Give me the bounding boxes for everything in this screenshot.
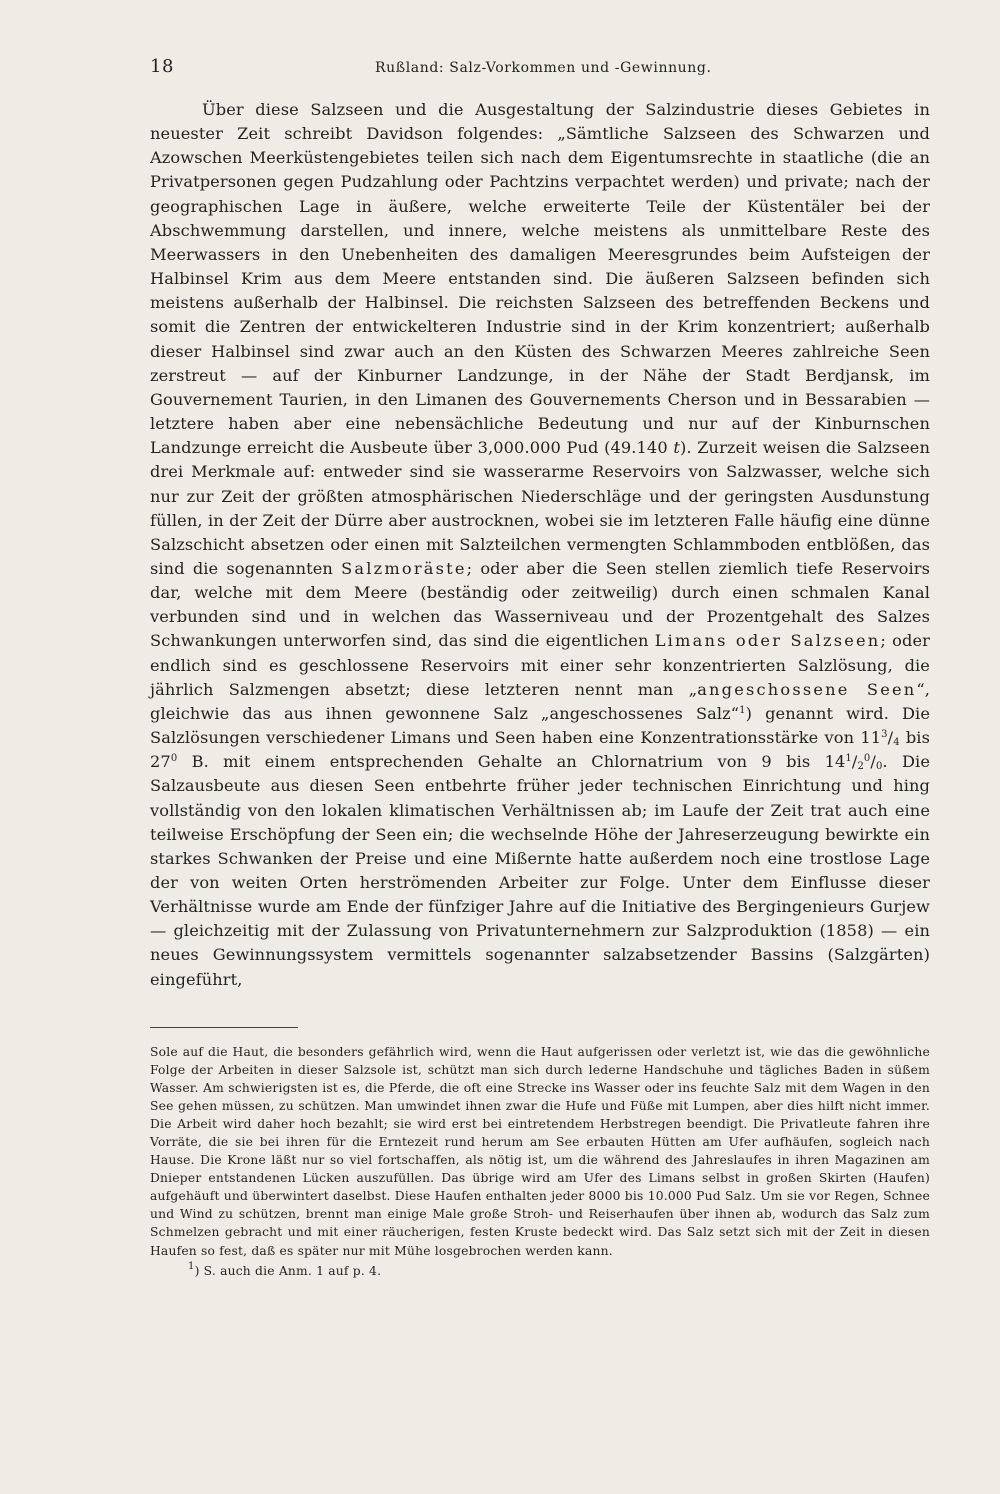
- page-header: [150, 56, 930, 86]
- text-run: “, gleichwie das aus ihnen gewonnene Salz „angeschossenes Salz“: [150, 679, 930, 723]
- fraction-numerator: 3: [881, 729, 888, 741]
- fraction-denominator: 4: [893, 737, 900, 749]
- percent-bottom: 0: [875, 761, 883, 773]
- fraction-denominator: 2: [857, 761, 864, 773]
- paragraph: Über diese Salzseen und die Ausgestaltung der Salzindustrie dieses Gebietes in neuester Zeit schreibt Davidson folgendes: „Sämtliche Salzseen des Schwarzen und Azowschen Meerküstengebietes teilen sich nach dem Eigentumsrechte in staatliche (die an Privatpersonen gegen Pudzahlung oder Pachtzins verpachtet werden) und private; nach der geographischen Lage in äußere, welche erweiterte Teile der Küstentäler bei der Abschwemmung darstellen, und innere, welche meistens als unmittelbare Reste des Meerwassers in den Unebenheiten des damaligen Meeresgrundes beim Aufsteigen der Halbinsel Krim aus dem Meere entstanden sind. Die äußeren Salzseen befinden sich meistens außerhalb der Halbinsel. Die reichsten Salzseen des betreffenden Beckens und somit die Zentren der entwickelteren Industrie sind in der Krim konzentriert; außerhalb dieser Halbinsel sind zwar auch an den Küsten des Schwarzen Meeres zahlreiche Seen zerstreut — auf der Kinburner Landzunge, in der Nähe der Stadt Berdjansk, im Gouvernement Taurien, in den Limanen des Gouvernements Cherson und in Bessarabien — letztere haben aber eine nebensächliche Bedeutung und nur auf der Kinburnschen Landzunge erreicht die Ausbeute über 3,000.000 Pud (49.140 t). Zurzeit weisen die Salzseen drei Merkmale auf: entweder sind sie wasserarme Reservoirs von Salzwasser, welche sich nur zur Zeit der größten atmosphärischen Niederschläge und der geringsten Ausdunstung füllen, in der Zeit der Dürre aber austrocknen, wobei sie im letzteren Falle häufig eine dünne Salzschicht absetzen oder einen mit Salzteilchen vermengten Schlammboden entblößen, das sind die sogenannten Salzmoräste; oder aber die Seen stellen ziemlich tiefe Reservoirs dar, welche mit dem Meere (beständig oder zeitweilig) durch einen schmalen Kanal verbunden sind und in welchen das Wasserniveau und der Prozentgehalt des Salzes Schwankungen unterworfen sind, das sind die eigentlichen Limans oder Salzseen; oder endlich sind es geschlossene Reservoirs mit einer sehr konzentrierten Salzlösung, die jährlich Salzmengen absetzt; diese letzteren nennt man „angeschossene Seen“, gleichwie das aus ihnen gewonnene Salz „angeschossenes Salz“$^1$) genannt wird. Die Salzlösungen verschiedener Limans und Seen haben eine Konzentrationsstärke von $11^3/_4$ bis $27^0$ B. mit einem entsprechenden Gehalte an Chlornatrium von 9 bis $14^1/_2^0/_0$. Die Salzausbeute aus diesen Seen entbehrte früher jeder technischen Einrichtung und hing vollständig von den lokalen klimatischen Verhältnissen ab; im Laufe der Zeit trat auch eine teilweise Erschöpfung der Seen ein; die wechselnde Höhe der Jahreserzeugung bewirkte ein starkes Schwanken der Preise und eine Mißernte hatte außerdem noch eine trostlose Lage der von weiten Orten herströmenden Arbeiter zur Folge. Unter dem Einflusse dieser Verhältnisse wurde am Ende der fünfziger Jahre auf die Initiative des Bergingenieurs Gurjew — gleichzeitig mit der Zulassung von Privatunternehmern zur Salzproduktion (1858) — ein neues Gewinnungssystem vermittels sogenannter salzabsetzender Bassins (Salzgärten) eingeführt,: [150, 100, 931, 989]
- footnote-rule: [150, 1027, 298, 1028]
- text-run: ) genannt wird. Die Salzlösungen verschiedener Limans und Seen haben eine Konzentrationsstärke von 11: [150, 703, 930, 748]
- page-number: 18: [150, 56, 174, 77]
- text-run: Über diese Salzseen und die Ausgestaltung der Salzindustrie dieses Gebietes in neuester Zeit schreibt Davidson folgendes: „Sämtliche Salzseen des Schwarzen und Azowschen Meerküstengebietes teilen sich nach dem Eigentumsrechte in staatliche (die an Privatpersonen gegen Pudzahlung oder Pachtzins verpachtet werden) und private; nach der geographischen Lage in äußere, welche erweiterte Teile der Küstentäler bei der Abschwemmung darstellen, und innere, welche meistens als unmittelbare Reste des Meerwassers in den Unebenheiten des damaligen Meeresgrundes beim Aufsteigen der Halbinsel Krim aus dem Meere entstanden sind. Die äußeren Salzseen befinden sich meistens außerhalb der Halbinsel. Die reichsten Salzseen des betreffenden Beckens und somit die Zentren der entwickelteren Industrie sind in der Krim konzentriert; außerhalb dieser Halbinsel sind zwar auch an den Küsten des Schwarzen Meeres zahlreiche Seen zerstreut — auf der Kinburner Landzunge, in der Nähe der Stadt Berdjansk, im Gouvernement Taurien, in den Limanen des Gouvernements Cherson und in Bessarabien — letztere haben aber eine nebensächliche Bedeutung und nur auf der Kinburnschen Landzunge erreicht die Ausbeute über 3,000.000 Pud (49.140: [150, 100, 930, 458]
- footnote-text: ) S. auch die Anm. 1 auf p. 4.: [194, 1263, 382, 1278]
- footnotes: [150, 1043, 930, 1280]
- spaced-term-angeschossene-seen: angeschossene Seen: [697, 679, 917, 699]
- footnote-marker: 1: [188, 1260, 195, 1272]
- footnote-1: [150, 1262, 930, 1280]
- footnote-continued: Sole auf die Haut, die besonders gefährlich wird, wenn die Haut aufgerissen oder verletzt ist, wie das die gewöhnliche Folge der Arbeiten in dieser Salzsole ist, schützt man sich durch lederne Handschuhe und tägliches Baden in süßem Wasser. Am schwierigsten ist es, die Pferde, die oft eine Strecke ins Wasser oder ins feuchte Salz mit dem Wagen in den See gehen müssen, zu schützen. Man umwindet ihnen zwar die Hufe und Füße mit Lumpen, aber dies hilft nicht immer. Die Arbeit wird daher hoch bezahlt; sie wird erst bei eintretendem Herbstregen beendigt. Die Privatleute fahren ihre Vorräte, die sie bei ihren für die Erntezeit rund herum am See erbauten Hütten am Ufer aufhäufen, sogleich nach Hause. Die Krone läßt nur so viel fortschaffen, als nötig ist, um die während des Jahreslaufes in ihren Magazinen am Dnieper entstandenen Lücken auszufüllen. Das übrige wird am Ufer des Limans selbst in großen Skirten (Haufen) aufgehäuft und überwintert daselbst. Diese Haufen enthalten jeder 8000 bis 10.000 Pud Salz. Um sie vor Regen, Schnee und Wind zu schützen, brennt man einige Male große Stroh- und Reiserhaufen über ihnen ab, wodurch das Salz zum Schmelzen gebracht und mit einer räucherigen, festen Kruste bedeckt wird. Das Salz setzt sich mit der Zeit in diesen Haufen so fest, daß es später nur mit Mühe losgebrochen werden kann.: [150, 1045, 930, 1258]
- text-run: ; oder endlich sind es geschlossene Reservoirs mit einer sehr konzentrierten Salzlösung, die jährlich Salzmengen absetzt; diese letzteren nennt man „: [150, 631, 930, 699]
- body-text: [150, 98, 930, 992]
- text-run: B. mit einem entsprechenden Gehalte an Chlornatrium von 9 bis 14: [177, 752, 846, 772]
- text-run: bis 27: [150, 728, 930, 772]
- spaced-term-salzmoraeste: Salzmoräste: [341, 558, 467, 578]
- footnote-ref: 1: [739, 704, 746, 716]
- percent-top: 0: [863, 753, 871, 765]
- running-head: Rußland: Salz-Vorkommen und -Gewinnung.: [375, 60, 712, 76]
- unit-t: t: [673, 438, 680, 458]
- text-run: ; oder aber die Seen stellen ziemlich tiefe Reservoirs dar, welche mit dem Meere (beständig oder zeitweilig) durch einen schmalen Kanal verbunden sind und in welchen das Wasserniveau und der Prozentgehalt des Salzes Schwankungen unterworfen sind, das sind die eigentlichen: [150, 558, 930, 651]
- fraction-numerator: 1: [845, 753, 852, 765]
- spaced-term-limans: Limans oder Salzseen: [654, 631, 881, 651]
- degree-sign: 0: [170, 753, 178, 765]
- text-run: ). Zurzeit weisen die Salzseen drei Merkmale auf: entweder sind sie wasserarme Reservoirs von Salzwasser, welche sich nur zur Zeit der größten atmosphärischen Niederschläge und der geringsten Ausdunstung füllen, in der Zeit der Dürre aber austrocknen, wobei sie im letzteren Falle häufig eine dünne Salzschicht absetzen oder einen mit Salzteilchen vermengten Schlammboden entblößen, das sind die sogenannten: [150, 438, 930, 578]
- text-run: . Die Salzausbeute aus diesen Seen entbehrte früher jeder technischen Einrichtung und hing vollständig von den lokalen klimatischen Verhältnissen ab; im Laufe der Zeit trat auch eine teilweise Erschöpfung der Seen ein; die wechselnde Höhe der Jahreserzeugung bewirkte ein starkes Schwanken der Preise und eine Mißernte hatte außerdem noch eine trostlose Lage der von weiten Orten herströmenden Arbeiter zur Folge. Unter dem Einflusse dieser Verhältnisse wurde am Ende der fünfziger Jahre auf die Initiative des Bergingenieurs Gurjew — gleichzeitig mit der Zulassung von Privatunternehmern zur Salzproduktion (1858) — ein neues Gewinnungssystem vermittels sogenannter salzabsetzender Bassins (Salzgärten) eingeführt,: [150, 752, 931, 989]
